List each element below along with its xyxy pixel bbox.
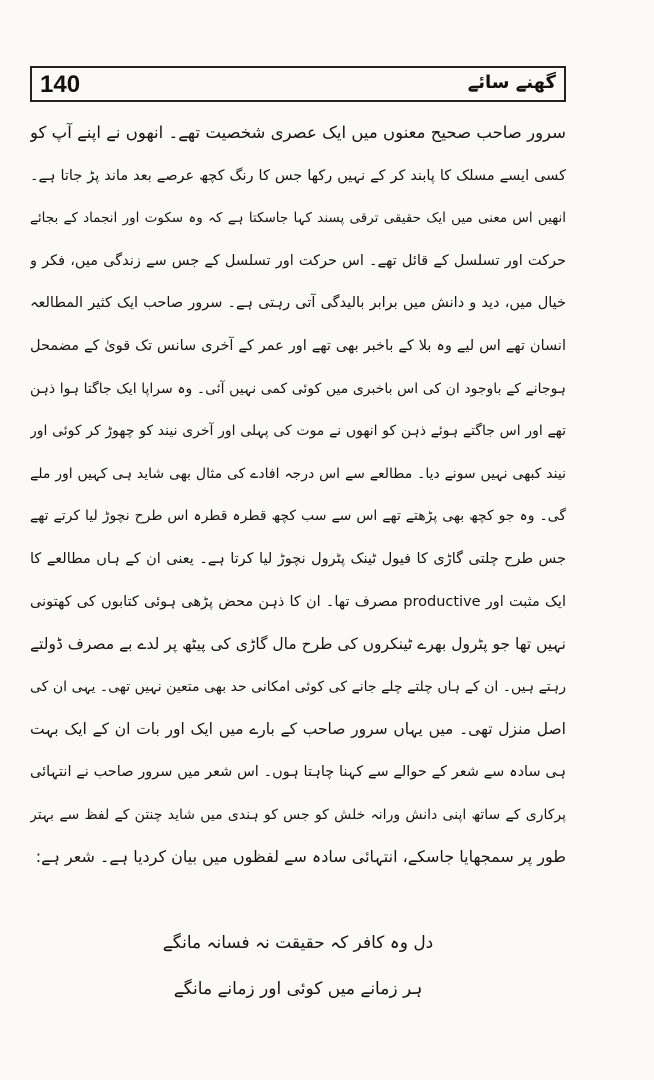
text-line: تھے اور اس جاگتے ہوئے ذہن کو انھوں نے موت کی پہلی اور آخری نیند کو چھوڑ کر کوئی اور xyxy=(30,423,566,440)
text-line: خیال میں، دید و دانش میں برابر بالیدگی آتی رہتی ہے۔ سرور صاحب ایک کثیر المطالعہ xyxy=(30,295,566,312)
body-text xyxy=(30,112,566,879)
text-line: طور پر سمجھایا جاسکے، انتہائی سادہ سے لفظوں میں بیان کردیا ہے۔ شعر ہے: xyxy=(35,847,566,867)
text-line: نہیں تھا جو پٹرول بھرے ٹینکروں کی طرح مال گاڑی کی پیٹھ پر لدے بے مصرف ڈولتے xyxy=(30,635,566,654)
text-line: حرکت اور تسلسل کے قائل تھے۔ اس حرکت اور تسلسل کے جس سے زندگی میں، فکر و xyxy=(30,252,566,269)
text-line: جس طرح چلتی گاڑی کا فیول ٹینک پٹرول نچوڑ لیا کرتا ہے۔ یعنی ان کے ہاں مطالعے کا xyxy=(30,550,566,567)
text-line: ہی سادہ سے شعر کے حوالے سے کہنا چاہتا ہوں۔ اس شعر میں سرور صاحب نے انتہائی xyxy=(30,763,566,780)
text-line: ہوجانے کے باوجود ان کی اس باخبری میں کوئی کمی نہیں آئی۔ وہ سراپا ایک جاگتا ہوا ذہن xyxy=(30,380,566,397)
text-line: نیند کبھی نہیں سونے دیا۔ مطالعے سے اس درجہ افادے کی مثال بھی شاید ہی کہیں اور ملے xyxy=(30,465,566,482)
text-line: رہتے ہیں۔ ان کے ہاں چلتے چلے جانے کی کوئی امکانی حد بھی متعین نہیں تھی۔ یہی ان کی xyxy=(30,678,566,695)
text-line: انسان تھے اس لیے وہ بلا کے باخبر بھی تھے اور عمر کے آخری سانس تک قویٰ کے مضمحل xyxy=(30,337,566,354)
page-number: 140 xyxy=(40,71,81,98)
book-title: گھنے سائے xyxy=(467,72,556,93)
text-line: انھیں اس معنی میں ایک حقیقی ترقی پسند کہا جاسکتا ہے کہ وہ سکوت اور انجماد کے بجائے xyxy=(30,210,566,227)
verse-line-1: دل وہ کافر کہ حقیقت نہ فسانہ مانگے xyxy=(162,933,434,953)
text-line: کسی ایسے مسلک کا پابند کر کے نہیں رکھا جس کا رنگ کچھ عرصے بعد ماند پڑ جاتا ہے۔ xyxy=(30,167,566,184)
page-header xyxy=(30,66,566,102)
text-line: اصل منزل تھی۔ میں یہاں سرور صاحب کے بارے میں ایک اور بات ان کے ایک بہت xyxy=(30,720,566,739)
verse-line-2: ہر زمانے میں کوئی اور زمانے مانگے xyxy=(173,979,423,999)
text-line: گی۔ وہ جو کچھ بھی پڑھتے تھے اس سے سب کچھ قطرہ قطرہ اس طرح نچوڑ لیا کرتے تھے xyxy=(30,508,566,525)
text-line: سرور صاحب صحیح معنوں میں ایک عصری شخصیت تھے۔ انھوں نے اپنے آپ کو xyxy=(30,123,566,142)
text-line: ایک مثبت اور productive مصرف تھا۔ ان کا ذہن محض پڑھی ہوئی کتابوں کی کھتونی xyxy=(30,593,566,610)
text-line: پرکاری کے ساتھ اپنی دانش ورانہ خلش کو جس کو ہندی میں شاید چنتن کے لفظ سے بہتر xyxy=(30,806,566,823)
